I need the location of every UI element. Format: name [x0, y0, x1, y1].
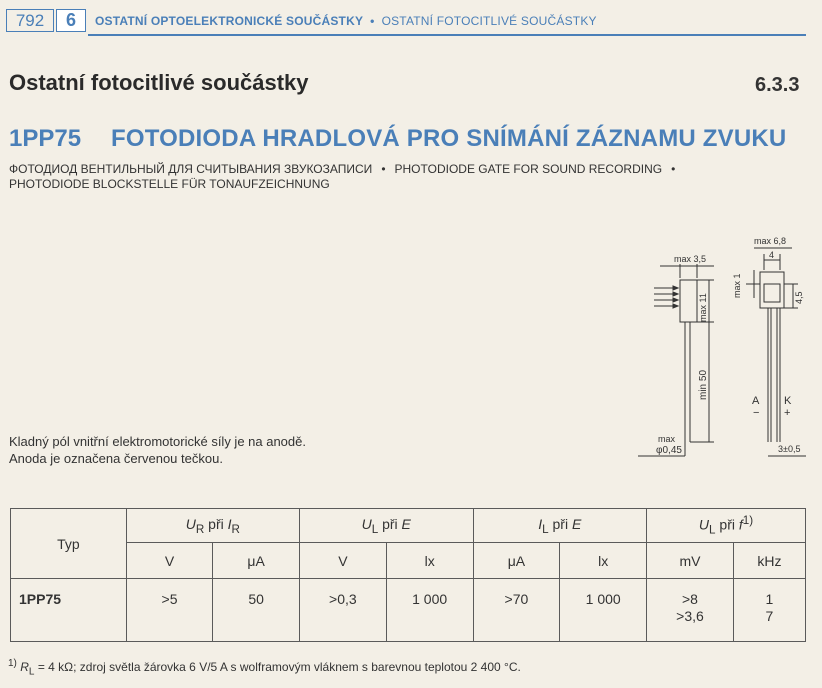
value-line-1: 1 [765, 591, 774, 607]
dim-4: 4 [769, 250, 775, 260]
running-header-sub: OSTATNÍ FOTOCITLIVÉ SOUČÁSTKY [381, 14, 597, 28]
csym: E [571, 515, 582, 532]
footnote-mark: 1) [8, 658, 17, 669]
light-arrows [654, 286, 678, 308]
dim-max-3-5: max 3,5 [674, 254, 707, 264]
part-title: FOTODIODA HRADLOVÁ PRO SNÍMÁNÍ ZÁZNAMU ZVUKU [111, 125, 787, 152]
footnote-text: = 4 kΩ; zdroj světla žárovka 6 V/5 A s wolframovým vláknem s barevnou teplotou 2 400 °C. [34, 660, 521, 674]
parameter-table [10, 508, 806, 642]
unit-cell: V [299, 543, 386, 579]
cond: při [715, 516, 739, 533]
note-line-1: Kladný pól vnitřní elektromotorické síly je na anodě. [9, 434, 306, 449]
part-subtitles [9, 162, 789, 192]
dim-4-5: 4,5 [794, 291, 804, 304]
value-cell [647, 579, 734, 642]
part-code: 1PP75 [9, 125, 82, 152]
table-row [11, 579, 806, 642]
unit-cell: mV [647, 543, 734, 579]
group-header-ur-ir [126, 509, 299, 543]
subtitle-bullet: • [671, 162, 676, 176]
footnote-ref: 1) [742, 514, 754, 528]
header-bullet: • [370, 14, 375, 28]
value-cell: >0,3 [299, 579, 386, 642]
value-cell: 1 000 [560, 579, 647, 642]
dim-dia-0-45: φ0,45 [656, 445, 682, 456]
subtitle-de: PHOTODIODE BLOCKSTELLE FÜR TONAUFZEICHNUNG [9, 177, 330, 191]
chapter-number: 6 [56, 9, 86, 32]
dim-max-dia-label: max [658, 434, 676, 444]
dim-max-6-8: max 6,8 [754, 236, 787, 246]
value-cell: >70 [473, 579, 560, 642]
footnote-sub: L [28, 666, 35, 678]
sym: I [538, 515, 543, 532]
page-number: 792 [6, 9, 54, 32]
group-header-il-e [473, 509, 647, 543]
note-line-2: Anoda je označena červenou tečkou. [9, 451, 223, 466]
running-header [95, 14, 597, 28]
dim-max-1: max 1 [732, 273, 742, 298]
section-title: Ostatní fotocitlivé součástky [9, 70, 309, 95]
sub: L [709, 523, 716, 537]
value-line-1: >8 [681, 591, 698, 607]
side-window [764, 284, 780, 302]
csym: E [401, 515, 411, 532]
unit-cell: kHz [733, 543, 805, 579]
unit-cell: μA [473, 543, 560, 579]
sub: L [371, 522, 379, 536]
sym: U [185, 515, 196, 532]
package-drawing [630, 230, 810, 470]
subtitle-bullet: • [381, 162, 386, 176]
group-header-ul-f [647, 509, 806, 543]
unit-cell: lx [560, 543, 647, 579]
csym: f [738, 516, 743, 533]
group-header-ul-e [299, 509, 473, 543]
section-number: 6.3.3 [755, 74, 800, 96]
subtitle-ru: ФОТОДИОД ВЕНТИЛЬНЫЙ ДЛЯ СЧИТЫВАНИЯ ЗВУКОЗАПИСИ [9, 162, 373, 176]
cond: při [548, 515, 572, 532]
csub: R [231, 522, 240, 536]
value-line-2: 7 [765, 608, 774, 624]
unit-cell: lx [386, 543, 473, 579]
value-line-2: >3,6 [676, 608, 704, 624]
running-header-main: OSTATNÍ OPTOELEKTRONICKÉ SOUČÁSTKY [95, 14, 364, 28]
unit-cell: V [126, 543, 213, 579]
sym: U [698, 516, 710, 533]
header-rule [88, 34, 806, 36]
value-cell: >5 [126, 579, 213, 642]
sym: U [361, 515, 372, 532]
footnote [8, 658, 521, 677]
pin-a-label: A [752, 395, 760, 407]
front-body [680, 280, 697, 322]
pin-a-sign: − [753, 407, 760, 419]
type-cell: 1PP75 [11, 579, 127, 642]
col-header-type: Typ [11, 509, 127, 579]
cond: při [204, 515, 228, 532]
dim-3: 3±0,5 [778, 444, 801, 454]
value-cell [733, 579, 805, 642]
pin-k-label: K [784, 395, 792, 407]
sub: L [542, 522, 549, 536]
cond: při [378, 515, 402, 532]
csym: I [227, 515, 232, 532]
sub: R [195, 522, 205, 536]
footnote-sym: R [20, 660, 29, 674]
unit-cell: μA [213, 543, 300, 579]
dim-min-50: min 50 [698, 369, 709, 400]
polarity-note [9, 433, 306, 467]
value-cell: 1 000 [386, 579, 473, 642]
dim-max-11: max 11 [698, 293, 708, 322]
value-cell: 50 [213, 579, 300, 642]
subtitle-en: PHOTODIODE GATE FOR SOUND RECORDING [394, 162, 663, 176]
pin-k-sign: + [784, 407, 791, 419]
